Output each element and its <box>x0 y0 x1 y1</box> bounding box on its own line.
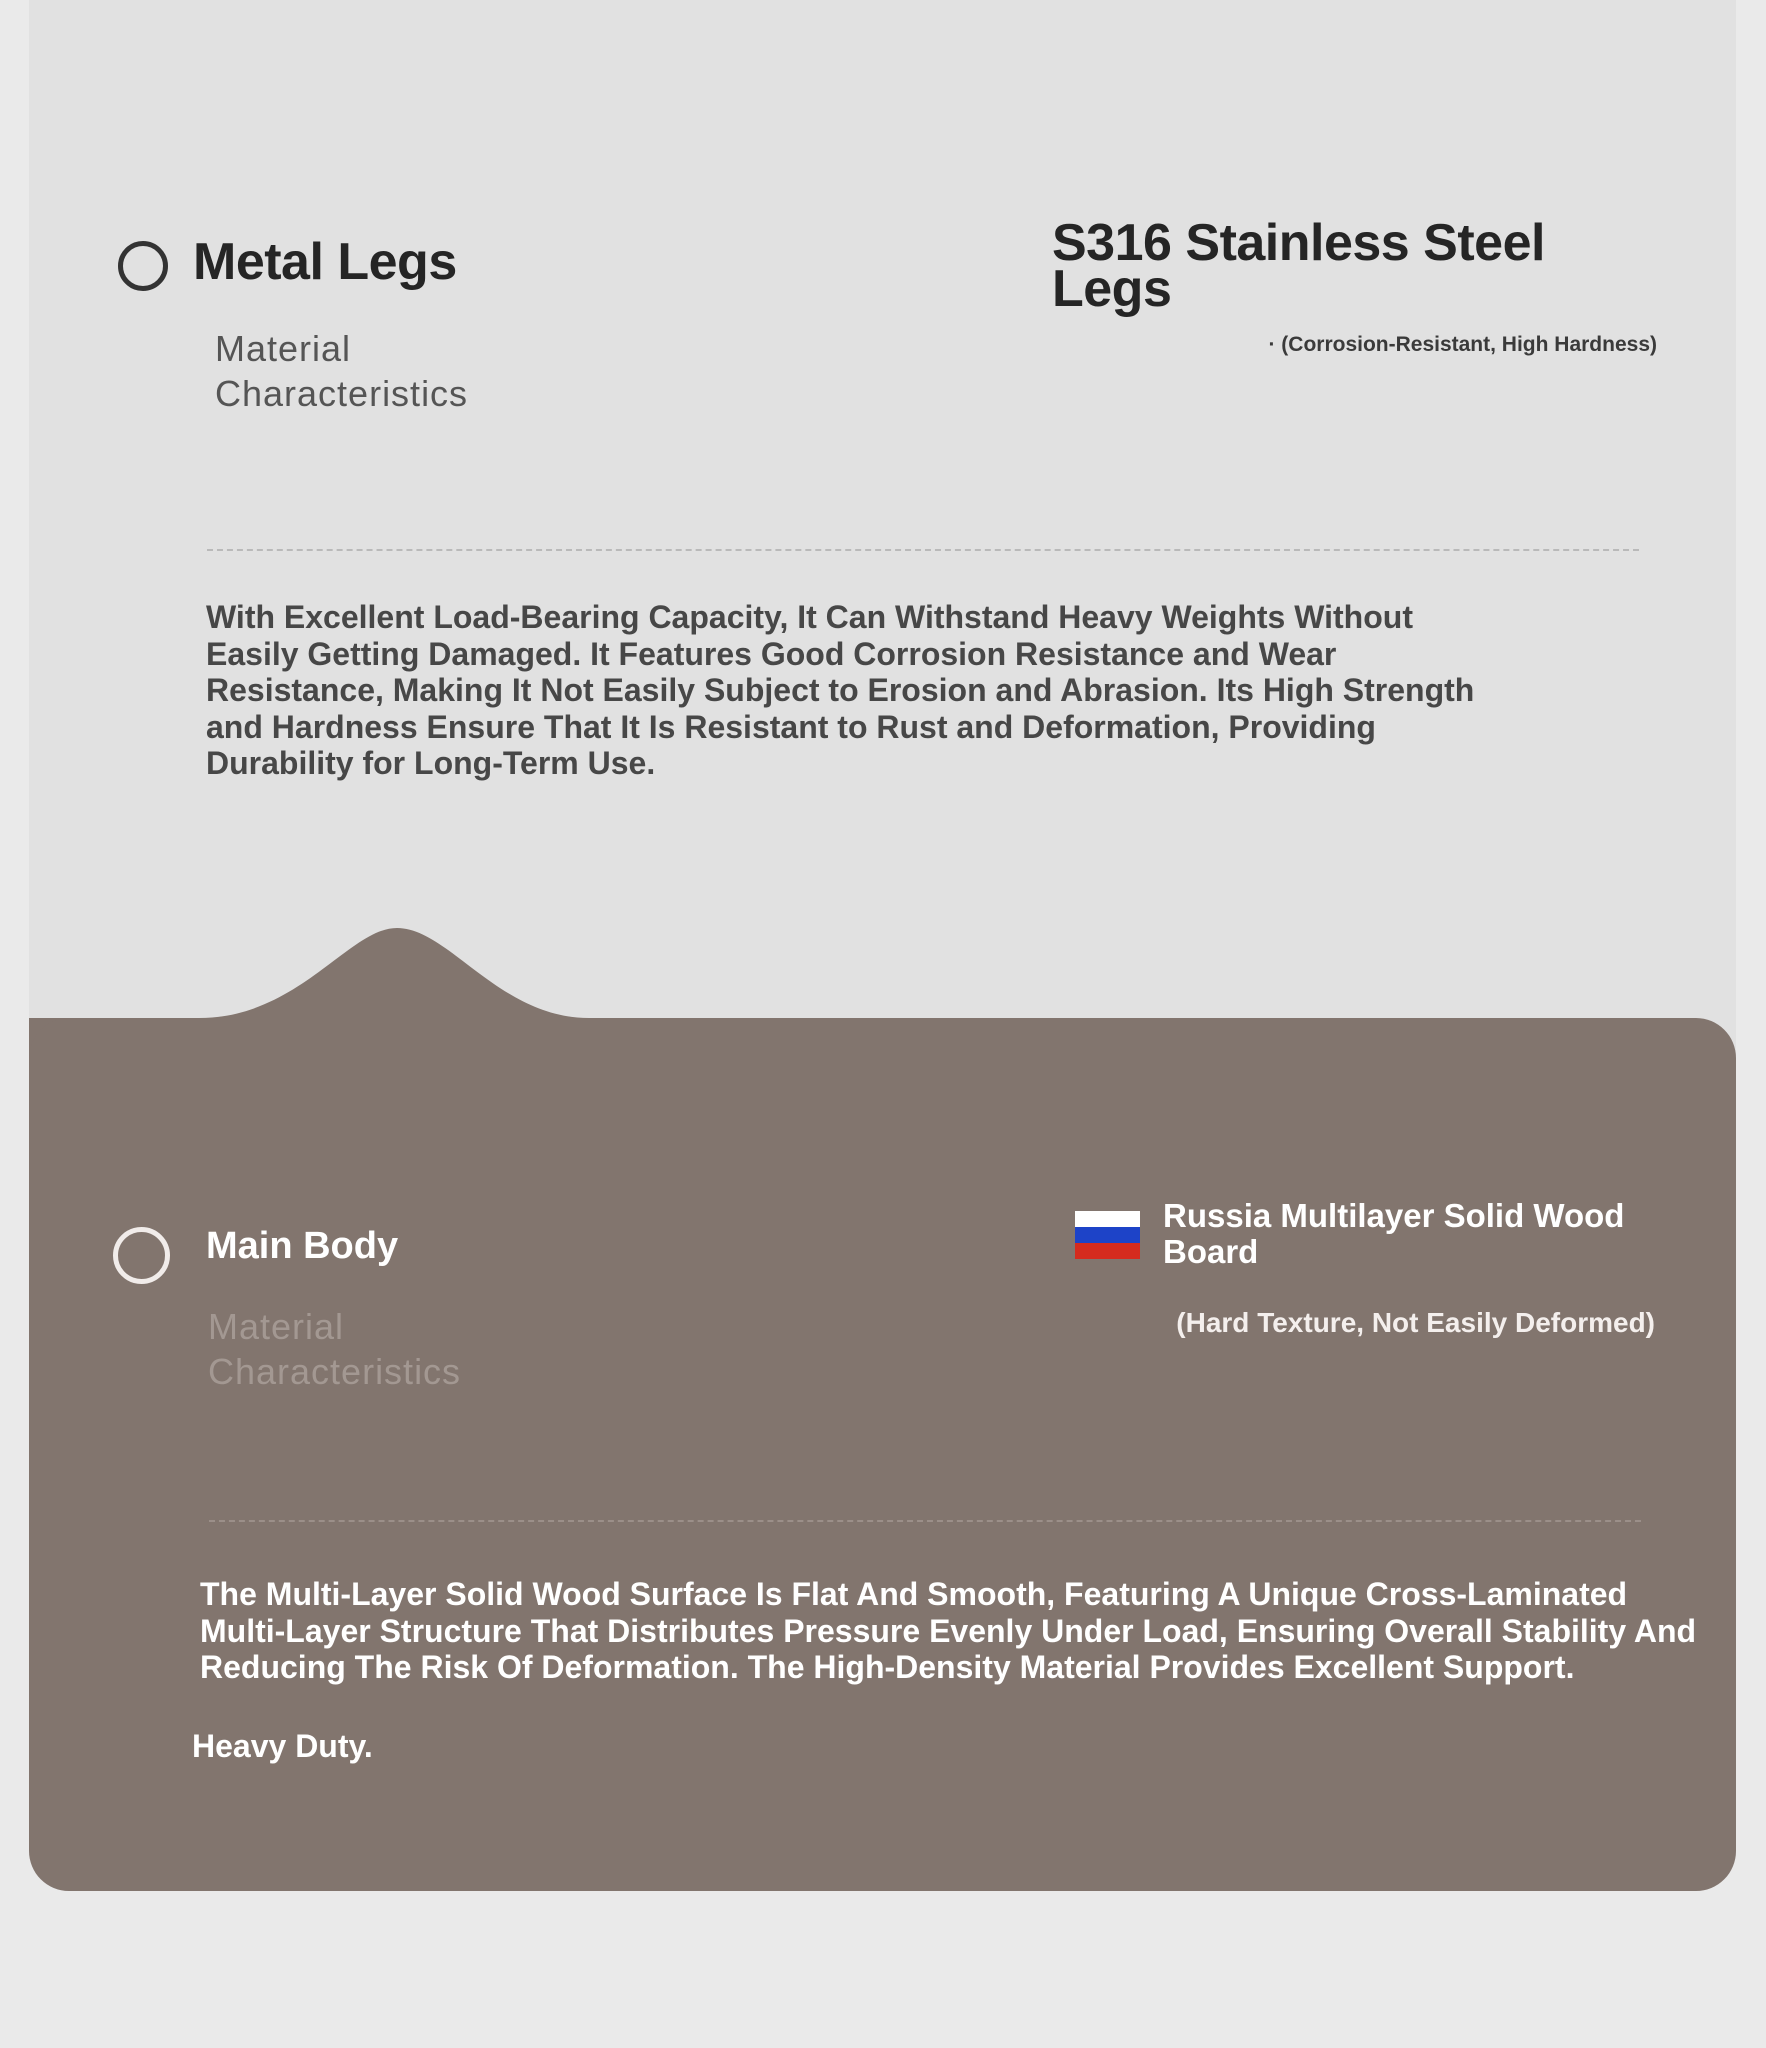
material-name-line: Russia Multilayer Solid Wood <box>1163 1197 1625 1234</box>
material-name-line: S316 Stainless Steel <box>1052 214 1545 272</box>
metal-material-characteristics-label <box>215 326 468 416</box>
russia-flag-icon <box>1075 1211 1140 1259</box>
body-divider <box>209 1520 1641 1522</box>
metal-divider <box>207 549 1639 551</box>
body-material-name <box>1163 1198 1683 1270</box>
body-description: The Multi-Layer Solid Wood Surface Is Flat And Smooth, Featuring A Unique Cross-Laminated Multi-Layer Structure That Distributes Pressure Evenly Under Load, Ensuring Overall Stability And Reducing The Risk Of Deformation. The High-Density Material Provides Excellent Support. <box>200 1576 1697 1685</box>
subtitle-line: Characteristics <box>215 373 469 414</box>
subtitle-line: Material <box>208 1306 345 1347</box>
metal-material-note: · (Corrosion-Resistant, High Hardness) <box>1268 333 1657 356</box>
material-name-line: Legs <box>1052 260 1172 318</box>
heavy-duty-tagline: Heavy Duty. <box>192 1728 373 1764</box>
subtitle-line: Characteristics <box>208 1351 462 1392</box>
body-material-note: (Hard Texture, Not Easily Deformed) <box>1176 1307 1655 1338</box>
metal-material-name <box>1052 214 1652 318</box>
main-body-title: Main Body <box>206 1225 399 1267</box>
body-material-characteristics-label <box>208 1304 461 1394</box>
material-name-line: Board <box>1163 1233 1259 1270</box>
metal-description: With Excellent Load-Bearing Capacity, It Can Withstand Heavy Weights Without Easily Getting Damaged. It Features Good Corrosion Resistance and Wear Resistance, Making It Not Easily Subject to Erosion and Abrasion. Its High Strength and Hardness Ensure That It Is Resistant to Rust and Deformation, Providing Durability for Long-Term Use. <box>206 599 1475 781</box>
circle-outline-icon <box>118 241 168 291</box>
metal-legs-title: Metal Legs <box>193 233 457 291</box>
circle-outline-icon <box>113 1227 170 1284</box>
subtitle-line: Material <box>215 328 352 369</box>
